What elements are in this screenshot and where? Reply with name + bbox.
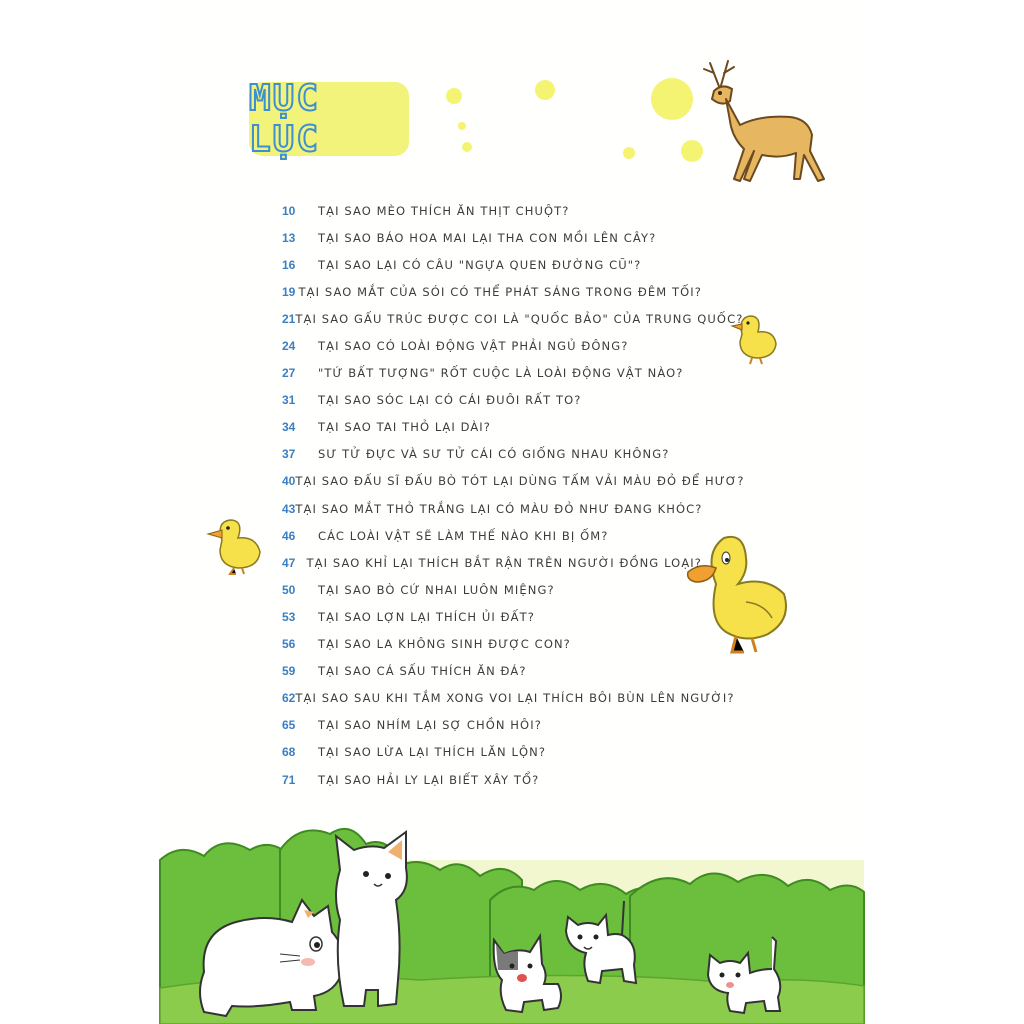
toc-page-number: 13 — [282, 230, 296, 245]
toc-entry-title: TẠI SAO MÈO THÍCH ĂN THỊT CHUỘT? — [318, 203, 570, 218]
toc-entry-title: TẠI SAO SAU KHI TẮM XONG VOI LẠI THÍCH BÔI BÙN LÊN NGƯỜI? — [295, 691, 735, 706]
toc-entry[interactable] — [282, 197, 702, 224]
toc-page-number: 71 — [282, 772, 296, 787]
toc-entry[interactable] — [282, 387, 702, 414]
toc-page-number: 34 — [282, 420, 296, 435]
toc-page-number: 65 — [282, 718, 296, 733]
toc-page-number: 59 — [282, 664, 296, 679]
toc-entry[interactable] — [282, 576, 702, 603]
toc-entry[interactable] — [282, 278, 702, 305]
decor-dot — [623, 147, 635, 159]
toc-page-number: 16 — [282, 257, 296, 272]
toc-entry[interactable] — [282, 441, 702, 468]
decor-dot — [651, 78, 693, 120]
toc-entry-title: TẠI SAO LỪA LẠI THÍCH LĂN LỘN? — [318, 745, 547, 760]
toc-entry[interactable] — [282, 739, 702, 766]
duckling-icon — [206, 512, 264, 576]
toc-entry-title: TẠI SAO LẠI CÓ CÂU "NGỰA QUEN ĐƯỜNG CŨ"? — [318, 257, 642, 272]
toc-page-number: 62 — [282, 691, 296, 706]
toc-entry-title: TẠI SAO NHÍM LẠI SỢ CHỒN HÔI? — [318, 718, 542, 733]
toc-entry-title: TẠI SAO GẤU TRÚC ĐƯỢC COI LÀ "QUỐC BẢO" CỦA TRUNG QUỐC? — [295, 311, 744, 326]
toc-entry-title: TẠI SAO ĐẤU SĨ ĐẤU BÒ TÓT LẠI DÙNG TẤM VẢI MÀU ĐỎ ĐỂ HƯƠ? — [295, 474, 745, 489]
cat-icon — [326, 830, 412, 1010]
toc-entry-title: SƯ TỬ ĐỰC VÀ SƯ TỬ CÁI CÓ GIỐNG NHAU KHÔNG? — [318, 447, 670, 462]
toc-entry[interactable] — [282, 224, 702, 251]
toc-entry[interactable] — [282, 685, 735, 712]
toc-entry[interactable] — [282, 712, 702, 739]
toc-entry[interactable] — [282, 332, 702, 359]
kitten-icon — [700, 935, 786, 1015]
toc-entry-title: "TỨ BẤT TƯỢNG" RỐT CUỘC LÀ LOÀI ĐỘNG VẬT NÀO? — [318, 366, 684, 381]
toc-page-number: 21 — [282, 311, 296, 326]
toc-entry[interactable] — [282, 360, 702, 387]
kitten-icon — [562, 895, 648, 985]
toc-entry-title: TẠI SAO KHỈ LẠI THÍCH BẮT RẬN TRÊN NGƯỜI ĐỒNG LOẠI? — [306, 555, 702, 570]
toc-page-number: 50 — [282, 582, 296, 597]
toc-page-number: 47 — [282, 555, 296, 570]
toc-page-number: 68 — [282, 745, 296, 760]
toc-page-number: 43 — [282, 501, 296, 516]
toc-page-number: 37 — [282, 447, 296, 462]
decor-dot — [458, 122, 466, 130]
toc-page-number: 56 — [282, 637, 296, 652]
toc-entry-title: CÁC LOÀI VẬT SẼ LÀM THẾ NÀO KHI BỊ ỐM? — [318, 528, 609, 543]
toc-page-number: 40 — [282, 474, 296, 489]
toc-page-number: 19 — [282, 284, 296, 299]
toc-page-number: 10 — [282, 203, 296, 218]
page-title: MỤC LỤC — [249, 78, 321, 160]
toc-entry[interactable] — [282, 414, 702, 441]
toc-entry[interactable] — [282, 305, 744, 332]
table-of-contents — [282, 197, 745, 793]
toc-entry-title: TẠI SAO LA KHÔNG SINH ĐƯỢC CON? — [318, 637, 571, 652]
toc-entry-title: TẠI SAO BÒ CỨ NHAI LUÔN MIỆNG? — [318, 582, 555, 597]
toc-entry[interactable] — [282, 603, 702, 630]
toc-page-number: 27 — [282, 366, 296, 381]
toc-entry-title: TẠI SAO MẮT CỦA SÓI CÓ THỂ PHÁT SÁNG TRONG ĐÊM TỐI? — [298, 284, 702, 299]
toc-entry-title: TẠI SAO CÁ SẤU THÍCH ĂN ĐÁ? — [318, 664, 527, 679]
toc-entry-title: TẠI SAO BÁO HOA MAI LẠI THA CON MỒI LÊN CÂY? — [318, 230, 657, 245]
decor-dot — [462, 142, 472, 152]
toc-entry[interactable] — [282, 522, 702, 549]
deer-icon — [700, 55, 830, 190]
toc-entry[interactable] — [282, 658, 702, 685]
toc-entry[interactable] — [282, 468, 745, 495]
toc-title-box — [249, 78, 409, 160]
toc-page-number: 53 — [282, 609, 296, 624]
toc-entry[interactable] — [282, 251, 702, 278]
toc-entry[interactable] — [282, 631, 702, 658]
decor-dot — [446, 88, 462, 104]
toc-entry-title: TẠI SAO TAI THỎ LẠI DÀI? — [318, 420, 491, 435]
toc-entry[interactable] — [282, 549, 702, 576]
toc-entry[interactable] — [282, 495, 702, 522]
decor-dot — [535, 80, 555, 100]
toc-entry-title: TẠI SAO HẢI LY LẠI BIẾT XÂY TỔ? — [318, 772, 540, 787]
toc-entry-title: TẠI SAO SÓC LẠI CÓ CÁI ĐUÔI RẤT TO? — [318, 393, 582, 408]
toc-entry-title: TẠI SAO MẮT THỎ TRẮNG LẠI CÓ MÀU ĐỎ NHƯ ĐANG KHÓC? — [295, 501, 703, 516]
toc-page-number: 31 — [282, 393, 296, 408]
toc-entry-title: TẠI SAO LỢN LẠI THÍCH ỦI ĐẤT? — [318, 609, 535, 624]
toc-entry[interactable] — [282, 766, 702, 793]
toc-page-number: 46 — [282, 528, 296, 543]
toc-entry-title: TẠI SAO CÓ LOÀI ĐỘNG VẬT PHẢI NGỦ ĐÔNG? — [318, 339, 629, 354]
kitten-icon — [488, 930, 568, 1014]
toc-page-number: 24 — [282, 339, 296, 354]
